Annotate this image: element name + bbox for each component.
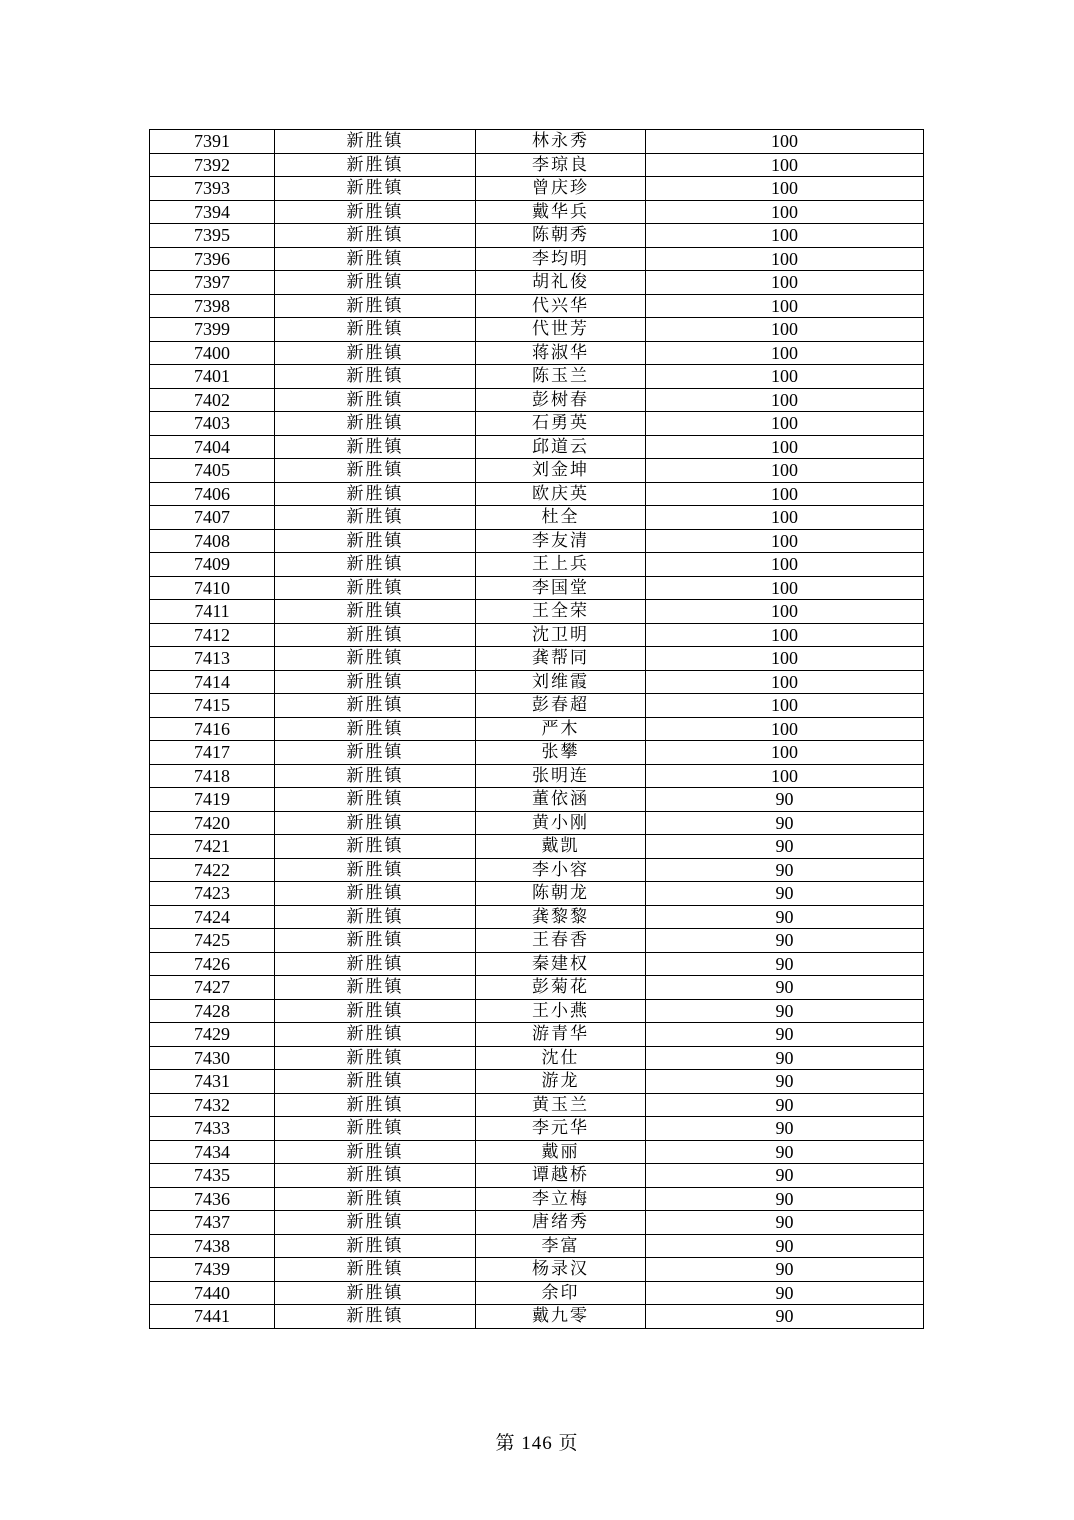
town-cell: 新胜镇 [275, 365, 476, 389]
name-cell: 戴丽 [476, 1140, 646, 1164]
row-number-cell: 7420 [150, 811, 275, 835]
town-cell: 新胜镇 [275, 858, 476, 882]
table-row [150, 623, 924, 647]
amount-cell: 100 [646, 224, 924, 248]
row-number-cell: 7417 [150, 741, 275, 765]
town-cell: 新胜镇 [275, 1211, 476, 1235]
row-number-cell: 7395 [150, 224, 275, 248]
name-cell: 胡礼俊 [476, 271, 646, 295]
amount-cell: 90 [646, 1211, 924, 1235]
table-row [150, 435, 924, 459]
table-row [150, 1023, 924, 1047]
town-cell: 新胜镇 [275, 929, 476, 953]
name-cell: 代世芳 [476, 318, 646, 342]
table-row [150, 670, 924, 694]
table-row [150, 741, 924, 765]
amount-cell: 100 [646, 506, 924, 530]
amount-cell: 100 [646, 365, 924, 389]
amount-cell: 90 [646, 1258, 924, 1282]
name-cell: 陈玉兰 [476, 365, 646, 389]
table-row [150, 341, 924, 365]
amount-cell: 100 [646, 670, 924, 694]
row-number-cell: 7410 [150, 576, 275, 600]
name-cell: 王全荣 [476, 600, 646, 624]
name-cell: 欧庆英 [476, 482, 646, 506]
row-number-cell: 7405 [150, 459, 275, 483]
table-row [150, 1281, 924, 1305]
row-number-cell: 7425 [150, 929, 275, 953]
town-cell: 新胜镇 [275, 1046, 476, 1070]
row-number-cell: 7414 [150, 670, 275, 694]
amount-cell: 100 [646, 153, 924, 177]
town-cell: 新胜镇 [275, 905, 476, 929]
table-row [150, 1070, 924, 1094]
table-row [150, 1187, 924, 1211]
table-row [150, 200, 924, 224]
town-cell: 新胜镇 [275, 811, 476, 835]
amount-cell: 90 [646, 835, 924, 859]
amount-cell: 90 [646, 1305, 924, 1329]
row-number-cell: 7430 [150, 1046, 275, 1070]
table-row [150, 1093, 924, 1117]
town-cell: 新胜镇 [275, 999, 476, 1023]
table-row [150, 1211, 924, 1235]
name-cell: 曾庆珍 [476, 177, 646, 201]
amount-cell: 90 [646, 858, 924, 882]
table-row [150, 482, 924, 506]
row-number-cell: 7393 [150, 177, 275, 201]
amount-cell: 100 [646, 529, 924, 553]
table-row [150, 929, 924, 953]
town-cell: 新胜镇 [275, 600, 476, 624]
page-number: 第 146 页 [495, 1433, 579, 1454]
town-cell: 新胜镇 [275, 1187, 476, 1211]
amount-cell: 100 [646, 459, 924, 483]
amount-cell: 100 [646, 553, 924, 577]
name-cell: 李国堂 [476, 576, 646, 600]
town-cell: 新胜镇 [275, 576, 476, 600]
name-cell: 陈朝龙 [476, 882, 646, 906]
amount-cell: 100 [646, 647, 924, 671]
name-cell: 蒋淑华 [476, 341, 646, 365]
amount-cell: 90 [646, 1117, 924, 1141]
amount-cell: 90 [646, 999, 924, 1023]
town-cell: 新胜镇 [275, 224, 476, 248]
row-number-cell: 7400 [150, 341, 275, 365]
name-cell: 秦建权 [476, 952, 646, 976]
town-cell: 新胜镇 [275, 670, 476, 694]
table-row [150, 952, 924, 976]
amount-cell: 100 [646, 694, 924, 718]
table-row [150, 905, 924, 929]
row-number-cell: 7438 [150, 1234, 275, 1258]
amount-cell: 100 [646, 576, 924, 600]
row-number-cell: 7419 [150, 788, 275, 812]
town-cell: 新胜镇 [275, 341, 476, 365]
row-number-cell: 7397 [150, 271, 275, 295]
amount-cell: 100 [646, 247, 924, 271]
row-number-cell: 7396 [150, 247, 275, 271]
town-cell: 新胜镇 [275, 694, 476, 718]
name-cell: 谭越桥 [476, 1164, 646, 1188]
name-cell: 龚帮同 [476, 647, 646, 671]
row-number-cell: 7401 [150, 365, 275, 389]
town-cell: 新胜镇 [275, 1070, 476, 1094]
town-cell: 新胜镇 [275, 764, 476, 788]
row-number-cell: 7423 [150, 882, 275, 906]
row-number-cell: 7424 [150, 905, 275, 929]
town-cell: 新胜镇 [275, 153, 476, 177]
row-number-cell: 7435 [150, 1164, 275, 1188]
town-cell: 新胜镇 [275, 553, 476, 577]
town-cell: 新胜镇 [275, 1140, 476, 1164]
amount-cell: 90 [646, 1187, 924, 1211]
amount-cell: 100 [646, 341, 924, 365]
amount-cell: 100 [646, 177, 924, 201]
amount-cell: 100 [646, 435, 924, 459]
name-cell: 彭菊花 [476, 976, 646, 1000]
table-row [150, 294, 924, 318]
table-row [150, 153, 924, 177]
table-row [150, 365, 924, 389]
row-number-cell: 7426 [150, 952, 275, 976]
town-cell: 新胜镇 [275, 529, 476, 553]
row-number-cell: 7407 [150, 506, 275, 530]
table-row [150, 647, 924, 671]
town-cell: 新胜镇 [275, 1164, 476, 1188]
name-cell: 李元华 [476, 1117, 646, 1141]
name-cell: 唐绪秀 [476, 1211, 646, 1235]
amount-cell: 90 [646, 811, 924, 835]
amount-cell: 90 [646, 882, 924, 906]
table-row [150, 271, 924, 295]
amount-cell: 90 [646, 1164, 924, 1188]
amount-cell: 100 [646, 741, 924, 765]
name-cell: 代兴华 [476, 294, 646, 318]
town-cell: 新胜镇 [275, 482, 476, 506]
name-cell: 沈仕 [476, 1046, 646, 1070]
town-cell: 新胜镇 [275, 1305, 476, 1329]
table-row [150, 506, 924, 530]
town-cell: 新胜镇 [275, 271, 476, 295]
table-row [150, 576, 924, 600]
table-row [150, 600, 924, 624]
town-cell: 新胜镇 [275, 741, 476, 765]
town-cell: 新胜镇 [275, 647, 476, 671]
name-cell: 张攀 [476, 741, 646, 765]
town-cell: 新胜镇 [275, 318, 476, 342]
name-cell: 林永秀 [476, 130, 646, 154]
table-row [150, 976, 924, 1000]
row-number-cell: 7409 [150, 553, 275, 577]
amount-cell: 100 [646, 318, 924, 342]
name-cell: 石勇英 [476, 412, 646, 436]
amount-cell: 90 [646, 1281, 924, 1305]
amount-cell: 100 [646, 764, 924, 788]
amount-cell: 90 [646, 905, 924, 929]
row-number-cell: 7437 [150, 1211, 275, 1235]
table-row [150, 224, 924, 248]
name-cell: 游青华 [476, 1023, 646, 1047]
amount-cell: 100 [646, 623, 924, 647]
name-cell: 刘维霞 [476, 670, 646, 694]
row-number-cell: 7431 [150, 1070, 275, 1094]
row-number-cell: 7403 [150, 412, 275, 436]
name-cell: 邱道云 [476, 435, 646, 459]
town-cell: 新胜镇 [275, 976, 476, 1000]
row-number-cell: 7440 [150, 1281, 275, 1305]
row-number-cell: 7434 [150, 1140, 275, 1164]
table-row [150, 388, 924, 412]
town-cell: 新胜镇 [275, 294, 476, 318]
row-number-cell: 7398 [150, 294, 275, 318]
amount-cell: 100 [646, 271, 924, 295]
table-row [150, 858, 924, 882]
town-cell: 新胜镇 [275, 130, 476, 154]
table-row [150, 553, 924, 577]
town-cell: 新胜镇 [275, 882, 476, 906]
table-row [150, 412, 924, 436]
name-cell: 陈朝秀 [476, 224, 646, 248]
amount-cell: 90 [646, 1234, 924, 1258]
name-cell: 李琼良 [476, 153, 646, 177]
table-row [150, 717, 924, 741]
name-cell: 沈卫明 [476, 623, 646, 647]
table-row [150, 1305, 924, 1329]
table-row [150, 999, 924, 1023]
table-row [150, 835, 924, 859]
town-cell: 新胜镇 [275, 1281, 476, 1305]
amount-cell: 90 [646, 1140, 924, 1164]
amount-cell: 100 [646, 200, 924, 224]
amount-cell: 100 [646, 130, 924, 154]
amount-cell: 90 [646, 788, 924, 812]
row-number-cell: 7441 [150, 1305, 275, 1329]
name-cell: 李均明 [476, 247, 646, 271]
row-number-cell: 7394 [150, 200, 275, 224]
row-number-cell: 7427 [150, 976, 275, 1000]
name-cell: 黄玉兰 [476, 1093, 646, 1117]
name-cell: 王小燕 [476, 999, 646, 1023]
name-cell: 戴凯 [476, 835, 646, 859]
table-row [150, 1258, 924, 1282]
table-row [150, 1046, 924, 1070]
row-number-cell: 7411 [150, 600, 275, 624]
town-cell: 新胜镇 [275, 1117, 476, 1141]
name-cell: 杨录汉 [476, 1258, 646, 1282]
table-row [150, 811, 924, 835]
name-cell: 李小容 [476, 858, 646, 882]
town-cell: 新胜镇 [275, 788, 476, 812]
table-row [150, 130, 924, 154]
amount-cell: 100 [646, 600, 924, 624]
town-cell: 新胜镇 [275, 177, 476, 201]
name-cell: 董依涵 [476, 788, 646, 812]
town-cell: 新胜镇 [275, 459, 476, 483]
name-cell: 王春香 [476, 929, 646, 953]
town-cell: 新胜镇 [275, 388, 476, 412]
row-number-cell: 7412 [150, 623, 275, 647]
row-number-cell: 7428 [150, 999, 275, 1023]
amount-cell: 90 [646, 952, 924, 976]
row-number-cell: 7413 [150, 647, 275, 671]
town-cell: 新胜镇 [275, 412, 476, 436]
amount-cell: 100 [646, 717, 924, 741]
name-cell: 李友清 [476, 529, 646, 553]
name-cell: 彭春超 [476, 694, 646, 718]
table-row [150, 694, 924, 718]
town-cell: 新胜镇 [275, 1258, 476, 1282]
name-cell: 余印 [476, 1281, 646, 1305]
amount-cell: 100 [646, 412, 924, 436]
name-cell: 张明连 [476, 764, 646, 788]
town-cell: 新胜镇 [275, 506, 476, 530]
town-cell: 新胜镇 [275, 1023, 476, 1047]
table-row [150, 1234, 924, 1258]
table-body [150, 130, 924, 1329]
name-cell: 严木 [476, 717, 646, 741]
name-cell: 戴华兵 [476, 200, 646, 224]
row-number-cell: 7436 [150, 1187, 275, 1211]
row-number-cell: 7422 [150, 858, 275, 882]
amount-cell: 100 [646, 388, 924, 412]
amount-cell: 90 [646, 929, 924, 953]
row-number-cell: 7415 [150, 694, 275, 718]
table-row [150, 459, 924, 483]
row-number-cell: 7391 [150, 130, 275, 154]
amount-cell: 90 [646, 1023, 924, 1047]
name-cell: 王上兵 [476, 553, 646, 577]
row-number-cell: 7402 [150, 388, 275, 412]
table-row [150, 1140, 924, 1164]
name-cell: 杜全 [476, 506, 646, 530]
town-cell: 新胜镇 [275, 247, 476, 271]
row-number-cell: 7439 [150, 1258, 275, 1282]
town-cell: 新胜镇 [275, 1093, 476, 1117]
row-number-cell: 7418 [150, 764, 275, 788]
table-row [150, 1117, 924, 1141]
town-cell: 新胜镇 [275, 1234, 476, 1258]
table-row [150, 247, 924, 271]
name-cell: 龚黎黎 [476, 905, 646, 929]
table-row [150, 318, 924, 342]
town-cell: 新胜镇 [275, 623, 476, 647]
row-number-cell: 7399 [150, 318, 275, 342]
town-cell: 新胜镇 [275, 952, 476, 976]
row-number-cell: 7404 [150, 435, 275, 459]
town-cell: 新胜镇 [275, 435, 476, 459]
row-number-cell: 7432 [150, 1093, 275, 1117]
data-table [149, 129, 924, 1329]
amount-cell: 90 [646, 976, 924, 1000]
table-row [150, 177, 924, 201]
row-number-cell: 7433 [150, 1117, 275, 1141]
row-number-cell: 7392 [150, 153, 275, 177]
row-number-cell: 7406 [150, 482, 275, 506]
row-number-cell: 7416 [150, 717, 275, 741]
town-cell: 新胜镇 [275, 717, 476, 741]
amount-cell: 90 [646, 1046, 924, 1070]
row-number-cell: 7429 [150, 1023, 275, 1047]
name-cell: 黄小刚 [476, 811, 646, 835]
row-number-cell: 7408 [150, 529, 275, 553]
row-number-cell: 7421 [150, 835, 275, 859]
amount-cell: 90 [646, 1070, 924, 1094]
name-cell: 彭树春 [476, 388, 646, 412]
table-row [150, 529, 924, 553]
name-cell: 戴九零 [476, 1305, 646, 1329]
town-cell: 新胜镇 [275, 200, 476, 224]
amount-cell: 100 [646, 294, 924, 318]
name-cell: 刘金坤 [476, 459, 646, 483]
amount-cell: 100 [646, 482, 924, 506]
name-cell: 李立梅 [476, 1187, 646, 1211]
table-row [150, 788, 924, 812]
table-row [150, 764, 924, 788]
table-row [150, 882, 924, 906]
name-cell: 李富 [476, 1234, 646, 1258]
amount-cell: 90 [646, 1093, 924, 1117]
name-cell: 游龙 [476, 1070, 646, 1094]
table-row [150, 1164, 924, 1188]
town-cell: 新胜镇 [275, 835, 476, 859]
